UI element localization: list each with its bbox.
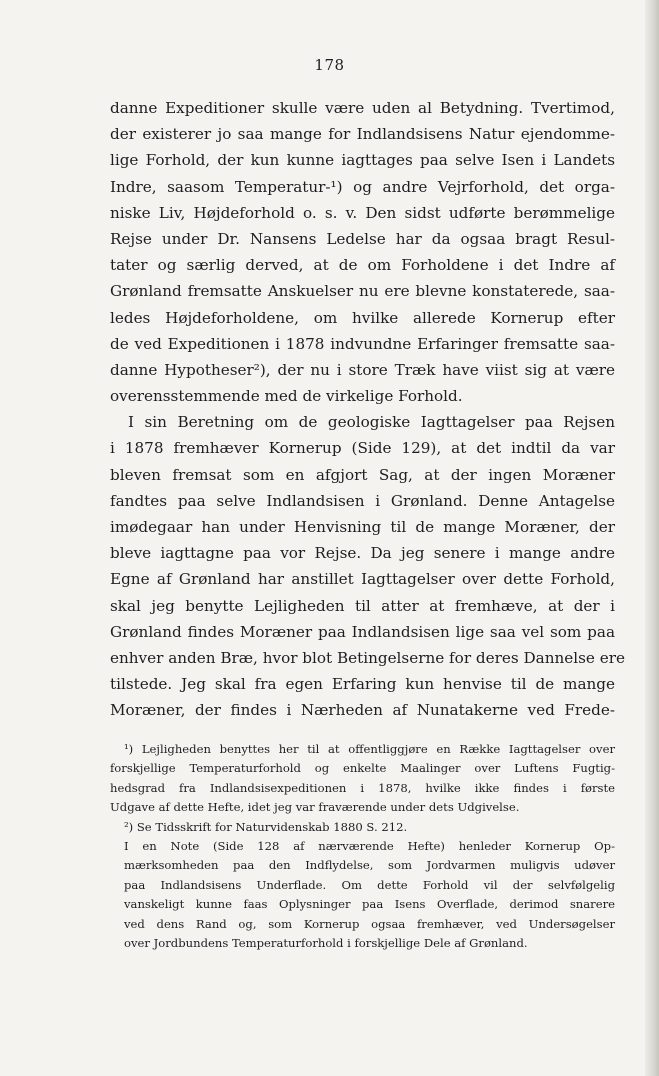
page-number: 178 — [314, 56, 345, 74]
body-line: danne Expeditioner skulle være uden al Betydning. Tvertimod, — [110, 99, 615, 117]
footnote-line: hedsgrad fra Indlandsisexpeditionen i 1878, hvilke ikke findes i første — [110, 780, 615, 795]
body-line: ledes Højdeforholdene, om hvilke allerede Kornerup efter — [110, 308, 615, 327]
body-line: Grønland fremsatte Anskuelser nu ere blevne konstaterede, saa- — [110, 282, 615, 301]
body-line: skal jeg benytte Lejligheden til atter at fremhæve, at der i — [110, 596, 615, 615]
body-line: Indre, saasom Temperatur-¹) og andre Vejrforhold, det orga- — [110, 177, 615, 196]
body-line: bleve iagttagne paa vor Rejse. Da jeg senere i mange andre — [110, 544, 615, 563]
body-line: overensstemmende med de virkelige Forhold. — [110, 387, 463, 406]
body-line: de ved Expeditionen i 1878 indvundne Erfaringer fremsatte saa- — [110, 334, 615, 353]
page-edge-shadow — [645, 0, 659, 1076]
body-line: danne Hypotheser²), der nu i store Træk have viist sig at være — [110, 360, 615, 379]
body-line: imødegaar han under Henvisning til de mange Moræner, der — [110, 518, 615, 536]
footnote-line: forskjellige Temperaturforhold og enkelte Maalinger over Luftens Fugtig- — [110, 761, 615, 776]
body-line: der existerer jo saa mange for Indlandsisens Natur ejendomme- — [110, 125, 615, 144]
footnote-line: I en Note (Side 128 af nærværende Hefte) henleder Kornerup Op- — [124, 838, 615, 853]
footnote-line: vanskeligt kunne faas Oplysninger paa Isens Overflade, derimod snarere — [124, 897, 615, 912]
footnote-line: paa Indlandsisens Underflade. Om dette Forhold vil der selvfølgelig — [124, 877, 615, 892]
footnote-line: ²) Se Tidsskrift for Naturvidenskab 1880 S. 212. — [124, 819, 408, 834]
footnote-line: ¹) Lejligheden benyttes her til at offentliggjøre en Række Iagttagelser over — [124, 742, 615, 756]
footnote-line: ved dens Rand og, som Kornerup ogsaa fremhæver, ved Undersøgelser — [124, 916, 615, 931]
body-text — [110, 95, 625, 724]
body-line: enhver anden Bræ, hvor blot Betingelserne for deres Dannelse ere — [110, 648, 625, 667]
body-line: tilstede. Jeg skal fra egen Erfaring kun henvise til de mange — [110, 675, 615, 694]
body-line: lige Forhold, der kun kunne iagttages paa selve Isen i Landets — [110, 151, 615, 170]
body-line: bleven fremsat som en afgjort Sag, at der ingen Moræner — [110, 465, 615, 484]
footnote-line: Udgave af dette Hefte, idet jeg var fraværende under dets Udgivelse. — [110, 800, 520, 815]
body-line: tater og særlig derved, at de om Forholdene i det Indre af — [110, 256, 615, 275]
footnotes — [110, 740, 615, 953]
body-line: Rejse under Dr. Nansens Ledelse har da ogsaa bragt Resul- — [110, 229, 615, 248]
body-line: niske Liv, Højdeforhold o. s. v. Den sidst udførte berømmelige — [110, 203, 615, 222]
body-line: Grønland findes Moræner paa Indlandsisen lige saa vel som paa — [110, 622, 615, 641]
body-line: I sin Beretning om de geologiske Iagttagelser paa Rejsen — [128, 413, 615, 432]
body-line: Egne af Grønland har anstillet Iagttagelser over dette Forhold, — [110, 570, 615, 589]
body-line: i 1878 fremhæver Kornerup (Side 129), at det indtil da var — [110, 439, 615, 458]
body-line: fandtes paa selve Indlandsisen i Grønland. Denne Antagelse — [110, 491, 615, 510]
footnote-line: over Jordbundens Temperaturforhold i forskjellige Dele af Grønland. — [124, 935, 528, 950]
footnote-line: mærksomheden paa den Indflydelse, som Jordvarmen muligvis udøver — [124, 858, 615, 873]
body-line: Moræner, der findes i Nærheden af Nunatakerne ved Frede- — [110, 701, 615, 720]
